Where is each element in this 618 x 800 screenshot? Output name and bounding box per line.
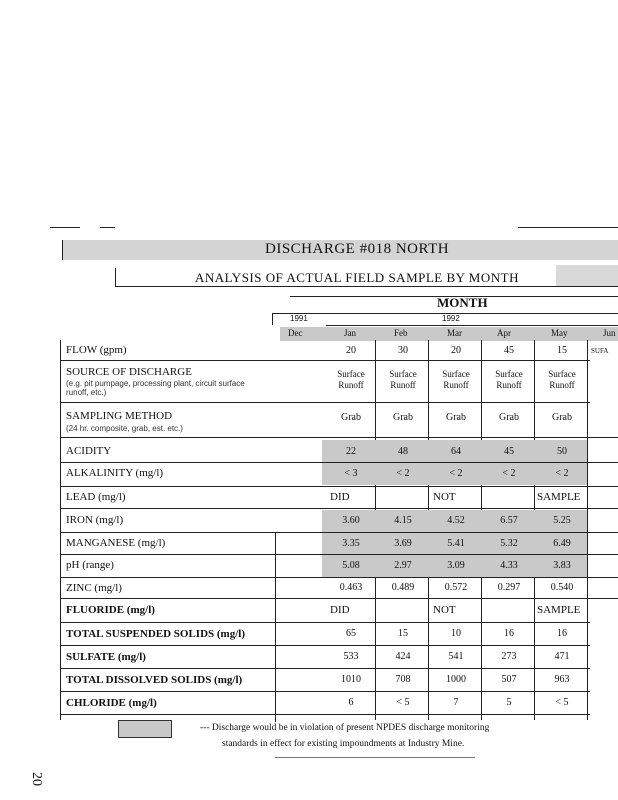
method-feb: Grab [393, 412, 413, 423]
legend-line-2: standards in effect for existing impoundments at Industry Mine. [222, 739, 465, 749]
fluoride-did: DID [330, 604, 350, 616]
tss-apr: 16 [504, 628, 514, 639]
source-mar: Surface Runoff [442, 369, 470, 390]
fluoride-sample: SAMPLE [537, 604, 581, 616]
method-may: Grab [552, 412, 572, 423]
tss-label: TOTAL SUSPENDED SOLIDS (mg/l) [66, 628, 245, 640]
flow-feb: 30 [398, 345, 408, 356]
manganese-mar: 5.41 [447, 538, 465, 549]
page-number: 20 [29, 772, 44, 786]
legend-swatch [118, 720, 172, 738]
method-apr: Grab [499, 412, 519, 423]
manganese-label: MANGANESE (mg/l) [66, 537, 166, 549]
chloride-apr: 5 [506, 697, 512, 708]
manganese-jan: 3.35 [342, 538, 360, 549]
alkalinity-apr: < 2 [502, 468, 516, 479]
tds-mar: 1000 [446, 674, 466, 685]
ph-may: 3.83 [553, 560, 571, 571]
lead-label: LEAD (mg/l) [66, 491, 126, 503]
lead-not: NOT [433, 491, 456, 503]
chloride-label: CHLORIDE (mg/l) [66, 697, 157, 709]
month-may: May [551, 328, 568, 338]
method-label: SAMPLING METHOD [66, 410, 173, 422]
zinc-apr: 0.297 [497, 582, 521, 593]
alkalinity-label: ALKALINITY (mg/l) [66, 467, 164, 479]
tss-jan: 65 [346, 628, 356, 639]
source-note: (e.g. pit pumpage, processing plant, circuit surface runoff, etc.) [66, 379, 245, 397]
manganese-feb: 3.69 [394, 538, 412, 549]
ph-apr: 4.33 [500, 560, 518, 571]
flow-apr: 45 [504, 345, 514, 356]
acidity-jan: 22 [346, 446, 356, 457]
source-may: Surface Runoff [548, 369, 576, 390]
zinc-feb: 0.489 [391, 582, 415, 593]
month-header: MONTH [437, 295, 488, 310]
acidity-apr: 45 [504, 446, 514, 457]
legend-line-1: --- Discharge would be in violation of present NPDES discharge monitoring [200, 723, 490, 733]
flow-jun-truncated: SUFA [591, 347, 609, 355]
zinc-may: 0.540 [550, 582, 574, 593]
iron-apr: 6.57 [500, 515, 518, 526]
ph-feb: 2.97 [394, 560, 412, 571]
month-dec: Dec [288, 328, 303, 338]
iron-feb: 4.15 [394, 515, 412, 526]
flow-jan: 20 [346, 345, 356, 356]
tss-mar: 10 [451, 628, 461, 639]
tds-apr: 507 [501, 674, 517, 685]
month-jun: Jun [603, 328, 616, 338]
zinc-jan: 0.463 [339, 582, 363, 593]
acidity-mar: 64 [451, 446, 461, 457]
tss-feb: 15 [398, 628, 408, 639]
manganese-apr: 5.32 [500, 538, 518, 549]
subtitle: ANALYSIS OF ACTUAL FIELD SAMPLE BY MONTH [195, 270, 519, 285]
page-title: DISCHARGE #018 NORTH [265, 241, 450, 257]
tds-label: TOTAL DISSOLVED SOLIDS (mg/l) [66, 674, 243, 686]
acidity-label: ACIDITY [66, 445, 112, 457]
ph-label: pH (range) [66, 559, 114, 571]
ph-jan: 5.08 [342, 560, 360, 571]
lead-did: DID [330, 491, 350, 503]
sulfate-feb: 424 [395, 651, 411, 662]
chloride-feb: < 5 [396, 697, 410, 708]
zinc-label: ZINC (mg/l) [66, 582, 122, 594]
source-jan: Surface Runoff [337, 369, 365, 390]
month-apr: Apr [497, 328, 511, 338]
alkalinity-may: < 2 [555, 468, 569, 479]
method-mar: Grab [446, 412, 466, 423]
iron-label: IRON (mg/l) [66, 514, 124, 526]
sulfate-may: 471 [554, 651, 570, 662]
alkalinity-mar: < 2 [449, 468, 463, 479]
month-jan: Jan [344, 328, 356, 338]
chloride-may: < 5 [555, 697, 569, 708]
tds-feb: 708 [395, 674, 411, 685]
year-1992: 1992 [442, 314, 460, 323]
flow-mar: 20 [451, 345, 461, 356]
zinc-mar: 0.572 [444, 582, 468, 593]
month-mar: Mar [447, 328, 462, 338]
flow-may: 15 [557, 345, 567, 356]
lead-sample: SAMPLE [537, 491, 581, 503]
alkalinity-jan: < 3 [344, 468, 358, 479]
method-jan: Grab [341, 412, 361, 423]
iron-may: 5.25 [553, 515, 571, 526]
fluoride-not: NOT [433, 604, 456, 616]
iron-mar: 4.52 [447, 515, 465, 526]
tss-may: 16 [557, 628, 567, 639]
iron-jan: 3.60 [342, 515, 360, 526]
source-apr: Surface Runoff [495, 369, 523, 390]
chloride-mar: 7 [453, 697, 459, 708]
flow-label: FLOW (gpm) [66, 344, 127, 356]
acidity-feb: 48 [398, 446, 408, 457]
chloride-jan: 6 [348, 697, 354, 708]
tds-jan: 1010 [341, 674, 361, 685]
ph-mar: 3.09 [447, 560, 465, 571]
manganese-may: 6.49 [553, 538, 571, 549]
tds-may: 963 [554, 674, 570, 685]
year-1991: 1991 [290, 314, 308, 323]
sulfate-mar: 541 [448, 651, 464, 662]
sulfate-jan: 533 [343, 651, 359, 662]
acidity-may: 50 [557, 446, 567, 457]
method-note: (24 hr. composite, grab, est. etc.) [66, 424, 183, 433]
fluoride-label: FLUORIDE (mg/l) [66, 604, 155, 616]
source-feb: Surface Runoff [389, 369, 417, 390]
source-label: SOURCE OF DISCHARGE [66, 366, 192, 378]
month-feb: Feb [394, 328, 408, 338]
sulfate-apr: 273 [501, 651, 517, 662]
sulfate-label: SULFATE (mg/l) [66, 651, 146, 663]
alkalinity-feb: < 2 [396, 468, 410, 479]
